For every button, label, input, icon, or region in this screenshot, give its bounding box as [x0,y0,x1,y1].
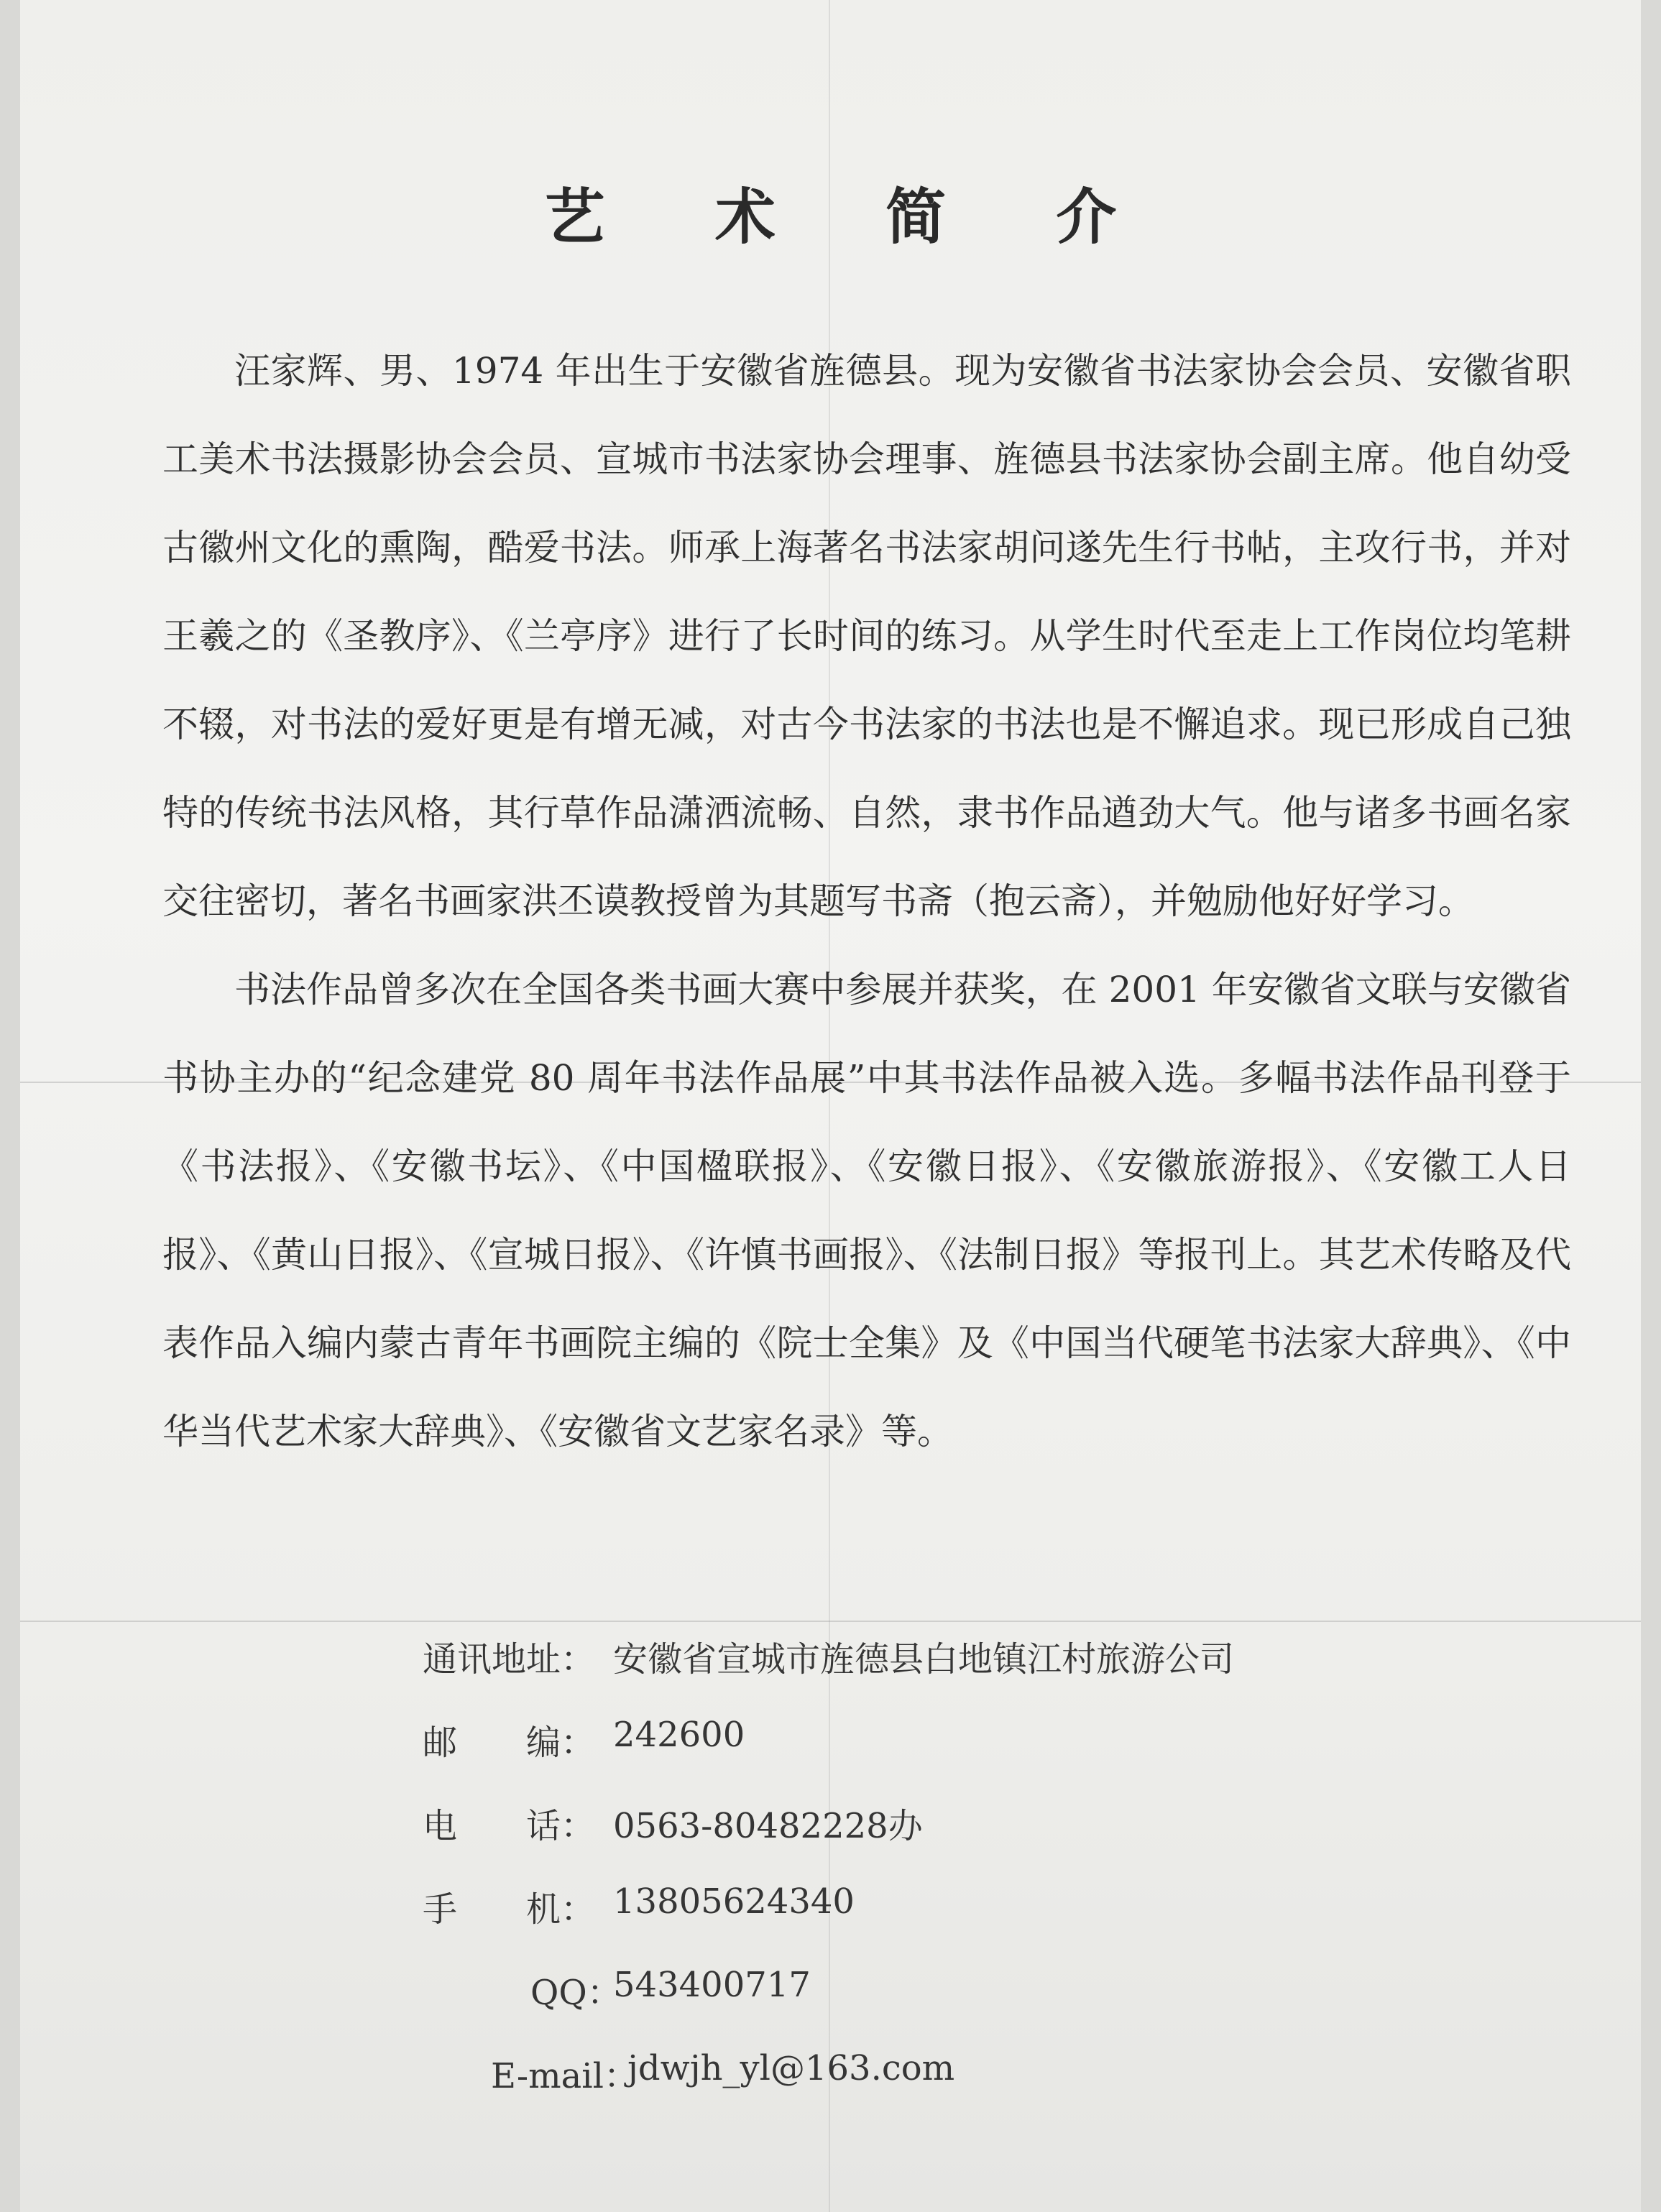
paper-fold-line [20,1621,1641,1622]
address-label: 通讯地址： [423,1639,596,1679]
qq-value: 543400717 [613,1965,811,2005]
email-label: E-mail： [491,2056,638,2096]
mobile-value: 13805624340 [613,1881,855,1922]
article-body [162,327,1571,1476]
mobile-label: 手 机： [423,1889,596,1930]
postcode-label: 邮 编： [423,1723,596,1763]
address-value: 安徽省宣城市旌德县白地镇江村旅游公司 [613,1639,1235,1679]
email-value[interactable]: jdwjh_yl@163.com [627,2048,955,2088]
document-page [20,0,1641,2212]
qq-label: QQ： [530,1973,622,2013]
paragraph-biography: 汪家辉、男、1974 年出生于安徽省旌德县。现为安徽省书法家协会会员、安徽省职工美术书法摄影协会会员、宣城市书法家协会理事、旌德县书法家协会副主席。他自幼受古徽州文化的熏陶，酷爱书法。师承上海著名书法家胡问遂先生行书帖，主攻行书，并对王羲之的《圣教序》、《兰亭序》进行了长时间的练习。从学生时代至走上工作岗位均笔耕不辍，对书法的爱好更是有增无减，对古今书法家的书法也是不懈追求。现已形成自己独特的传统书法风格，其行草作品潇洒流畅、自然，隶书作品遒劲大气。他与诸多书画名家交往密切，著名书画家洪丕谟教授曾为其题写书斋（抱云斋），并勉励他好好学习。 [162,350,1571,922]
paragraph-achievements: 书法作品曾多次在全国各类书画大赛中参展并获奖，在 2001 年安徽省文联与安徽省书协主办的“纪念建党 80 周年书法作品展”中其书法作品被入选。多幅书法作品刊登于《书法报》、《安徽书坛》、《中国楹联报》、《安徽日报》、《安徽旅游报》、《安徽工人日报》、《黄山日报》、《宣城日报》、《许慎书画报》、《法制日报》等报刊上。其艺术传略及代表作品入编内蒙古青年书画院主编的《院士全集》及《中国当代硬笔书法家大辞典》、《中华当代艺术家大辞典》、《安徽省文艺家名录》等。 [162,969,1571,1452]
page-title: 艺 术 简 介 [544,182,1161,252]
phone-value: 0563-80482228办 [613,1806,923,1846]
phone-label: 电 话： [423,1806,596,1846]
postcode-value: 242600 [613,1715,745,1755]
